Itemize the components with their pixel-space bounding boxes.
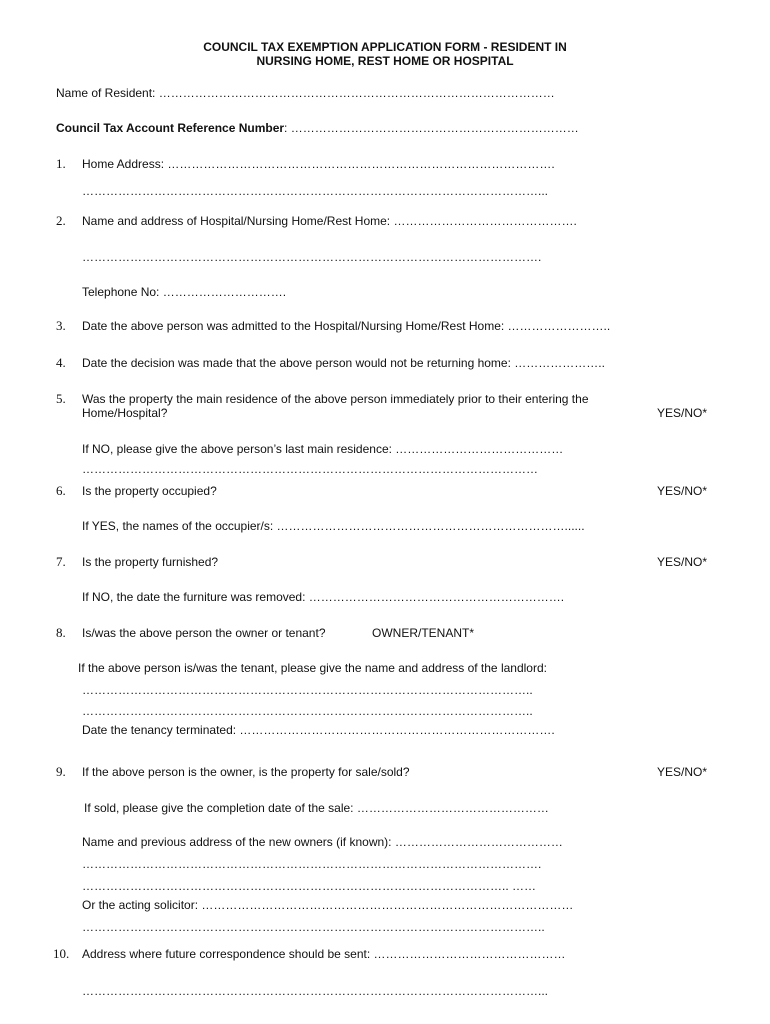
form-title-line-1: COUNCIL TAX EXEMPTION APPLICATION FORM - RESIDENT IN [203, 40, 567, 54]
question-5-text-line-2: Home/Hospital? [82, 406, 168, 420]
account-reference-dots: : ……………………………………………………………… [284, 121, 579, 135]
new-owners-field[interactable]: Name and previous address of the new owners (if known): …………………………………… [82, 835, 563, 849]
home-address-field[interactable]: Home Address: ……………………………………………………………………………………. [82, 157, 555, 171]
form-title-line-2: NURSING HOME, REST HOME OR HOSPITAL [256, 54, 514, 68]
question-9-text: If the above person is the owner, is the property for sale/sold? [82, 765, 410, 779]
correspondence-address-line-2[interactable]: ……………………………………………………………………………………………………... [82, 984, 549, 998]
telephone-field[interactable]: Telephone No: …………………………. [82, 285, 287, 299]
question-9-yes-no[interactable]: YES/NO* [657, 765, 708, 779]
owner-tenant-choice[interactable]: OWNER/TENANT* [372, 626, 474, 640]
question-7-text: Is the property furnished? [82, 555, 219, 569]
landlord-line-1[interactable]: ………………………………………………………………………………………………….. [82, 683, 533, 697]
hospital-address-line-2[interactable]: ……………………………………………………………………………………………………. [82, 250, 542, 264]
question-5-text-line-1: Was the property the main residence of the above person immediately prior to their entering the [82, 392, 589, 406]
admission-date-field[interactable]: Date the above person was admitted to the Hospital/Nursing Home/Rest Home: …………………….. [82, 319, 611, 333]
question-6-text: Is the property occupied? [82, 484, 217, 498]
question-1-number: 1. [56, 156, 66, 171]
question-7-number: 7. [56, 554, 66, 569]
correspondence-address-field[interactable]: Address where future correspondence should be sent: ………………………………………… [82, 947, 566, 961]
home-address-line-2[interactable]: ……………………………………………………………………………………………………... [82, 184, 549, 198]
occupier-names-field[interactable]: If YES, the names of the occupier/s: ………………………………………………………………...... [82, 519, 585, 533]
landlord-line-2[interactable]: ………………………………………………………………………………………………….. [82, 704, 533, 718]
acting-solicitor-line-2[interactable]: …………………………………………………………………………………………………….. [82, 920, 545, 934]
question-4-number: 4. [56, 355, 66, 370]
decision-date-field[interactable]: Date the decision was made that the above person would not be returning home: ………………….. [82, 356, 605, 370]
new-owners-line-1[interactable]: ……………………………………………………………………………………………………. [82, 857, 542, 871]
question-9-number: 9. [56, 764, 66, 779]
question-2-number: 2. [56, 213, 66, 228]
question-3-number: 3. [56, 318, 66, 333]
question-7-yes-no[interactable]: YES/NO* [657, 555, 708, 569]
account-reference-label: Council Tax Account Reference Number [56, 121, 285, 135]
question-8-text: Is/was the above person the owner or tenant? [82, 626, 326, 640]
question-6-number: 6. [56, 483, 66, 498]
last-main-residence-line-2[interactable]: …………………………………………………………………………………………………… [82, 462, 538, 476]
question-5-yes-no[interactable]: YES/NO* [657, 406, 708, 420]
question-6-yes-no[interactable]: YES/NO* [657, 484, 708, 498]
account-reference-field[interactable] [56, 121, 579, 135]
last-main-residence-field[interactable]: If NO, please give the above person’s last main residence: …………………………………… [82, 442, 564, 456]
tenancy-terminated-field[interactable]: Date the tenancy terminated: ……………………………………………………………………. [82, 723, 555, 737]
question-10-number: 10. [53, 946, 70, 961]
acting-solicitor-field[interactable]: Or the acting solicitor: ………………………………………………………………………………… [82, 898, 574, 912]
landlord-instruction: If the above person is/was the tenant, please give the name and address of the landlord: [78, 661, 547, 675]
hospital-address-field[interactable]: Name and address of Hospital/Nursing Home/Rest Home: ………………………………………. [82, 214, 577, 228]
question-8-number: 8. [56, 625, 66, 640]
completion-date-field[interactable]: If sold, please give the completion date of the sale: ………………………………………… [84, 801, 549, 815]
name-of-resident-field[interactable]: Name of Resident: ……………………………………………………………………………………… [56, 86, 555, 100]
question-5-number: 5. [56, 391, 66, 406]
new-owners-line-2[interactable]: …………………………………………………………………………………………….. …… [82, 879, 537, 893]
furniture-removed-date-field[interactable]: If NO, the date the furniture was removed: ………………………………………………………. [82, 590, 565, 604]
